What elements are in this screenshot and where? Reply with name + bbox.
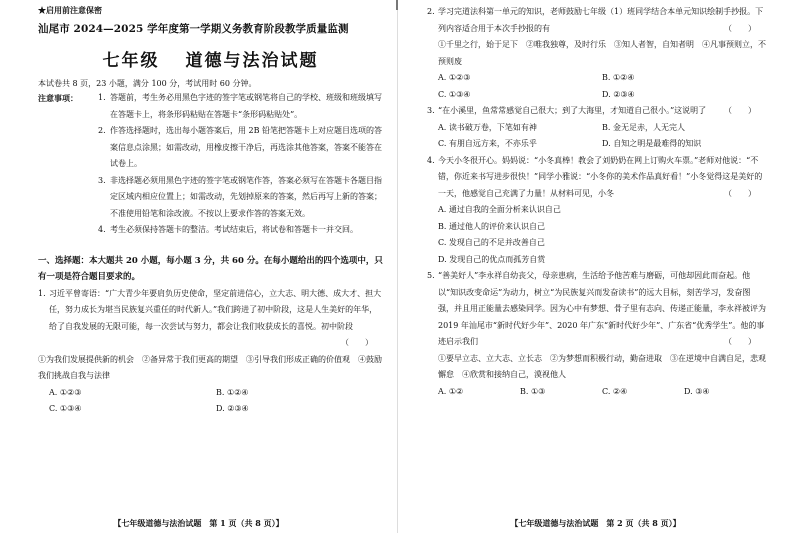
notice-item-text: 非选择题必须用黑色字迹的签字笔或钢笔作答，答案必须写在答题卡各题目指定区域内相应位置上；如需改动，先划掉原来的答案，然后再写上新的答案；不准使用铅笔和涂改液。不按以上要求作答的答案无效。 — [110, 175, 382, 218]
notice-item-text: 答题前，考生务必用黑色字迹的签字笔或钢笔将自己的学校、班级和班级填写在答题卡上，将条形码粘贴在答题卡“条形码粘贴处”。 — [110, 93, 382, 119]
notice-item-number: 4. — [98, 225, 106, 234]
option-d: D. 发现自己的优点而孤芳自赏 — [438, 254, 546, 264]
grade-label: 七年级 — [102, 51, 160, 71]
question-2 — [427, 4, 766, 70]
question-3 — [427, 103, 766, 120]
option-d: D. ②③④ — [602, 89, 635, 99]
grade-subject-heading — [38, 46, 383, 71]
option-c: C. 有朋自远方来，不亦乐乎 — [438, 139, 537, 148]
notice-item — [98, 173, 383, 223]
notice-item — [98, 123, 383, 173]
confidential-label: ★启用前注意保密 — [38, 5, 102, 15]
section-heading: 一、选择题：本大题共 20 小题，每小题 3 分，共 60 分。在每小题给出的四个选项中，只有一项是符合题目要求的。 — [38, 255, 383, 282]
option-row — [427, 120, 766, 137]
question-stem: 今天小冬很开心。妈妈说：“小冬真棒！教会了刘奶奶在网上订购火车票。”老师对他说：“不错，你近来书写进步很快！”同学小雅说：“小冬你的美术作品真好看！”小冬觉得这是美好的一天，他感觉自己充满了力量！从材料可见，小冬 — [438, 155, 763, 198]
notice-label: 注意事项： — [38, 93, 78, 103]
option-row — [38, 401, 383, 418]
question-number: 3. — [427, 106, 435, 115]
exam-page-2 — [397, 0, 794, 533]
question-statements: ①为我们发展提供新的机会 ②备异常于我们更高的期望 ③引导我们形成正确的价值观 ④鼓励我们挑战自我与法律 — [38, 354, 382, 380]
page-footer: 【七年级道德与法治试题 第 2 页（共 8 页）】 — [510, 518, 681, 528]
notice-item-number: 1. — [98, 93, 106, 102]
question-number: 2. — [427, 7, 435, 16]
answer-bracket: （ ） — [724, 337, 756, 346]
notice-block — [38, 90, 383, 239]
question-stem: 学习完道法科第一单元的知识，老师鼓励七年级（1）班同学结合本单元知识绘制手抄报。下列内容适合用于本次手抄报的有 — [438, 7, 764, 33]
option-c: C. ①③④ — [49, 404, 82, 413]
question-stem: “在小溪里，鱼常常感觉自己很大；到了大海里，才知道自己很小。”这说明了 — [438, 106, 707, 115]
notice-item-text: 作答选择题时，选出每小题答案后，用 2B 铅笔把答题卡上对应题目选项的答案信息点涂黑；如需改动，用橡皮擦干净后，再选涂其他答案，答案不能答在试卷上。 — [110, 126, 383, 168]
answer-bracket: （ ） — [724, 23, 756, 33]
option-c: C. ①③④ — [438, 89, 471, 99]
exam-info: 本试卷共 8 页，23 小题，满分 100 分，考试用时 60 分钟。 — [38, 79, 257, 88]
notice-item — [98, 222, 383, 239]
answer-bracket: （ ） — [341, 338, 373, 347]
option-d: D. ②③④ — [216, 404, 249, 413]
option-a: A. ①②③ — [49, 387, 82, 397]
option-b: B. 通过他人的评价来认识自己 — [438, 221, 545, 231]
option-b: B. 金无足赤，人无完人 — [602, 122, 685, 132]
option-d: D. 自知之明是最难得的知识 — [602, 139, 702, 148]
option-a: A. 读书破万卷，下笔如有神 — [438, 122, 537, 132]
question-1 — [38, 286, 383, 385]
option-a: A. ①②③ — [438, 73, 471, 82]
option-b: B. ①②④ — [602, 73, 635, 82]
question-stem: “善美好人”李永祥自幼丧父，母亲患病，生活给予他苦难与磨砺，可他却因此而奋起。他以“知识改变命运”为动力，树立“为民族复兴而发奋读书”的远大目标，刻苦学习，发奋图强，并且用正能量去感染同学。因为心中有梦想、骨子里有志向、传递正能量，李永祥被评为 2019 年汕尾市“新时代好少年”、2020 年广东“新时代好少年”、广东省“优秀学生”。他的事迹启示我们 — [438, 271, 766, 346]
option-c: C. ②④ — [602, 386, 628, 396]
answer-bracket: （ ） — [724, 106, 756, 115]
notice-item-number: 3. — [98, 175, 106, 185]
option-b: B. ①②④ — [216, 387, 249, 397]
question-stem: 习近平曾寄语：“广大青少年要肩负历史使命，坚定前进信心，立大志、明大德、成大才、担大任，努力成长为堪当民族复兴重任的时代新人。”我们跨进了初中阶段，这是人生美好的年华，给了自我发展的无限可能，每一次尝试与努力，都会让我们收获成长的喜悦。初中阶段 — [49, 288, 382, 331]
option-c: C. 发现自己的不足并改善自己 — [438, 238, 545, 247]
answer-bracket: （ ） — [724, 188, 756, 198]
question-statements: ①千里之行，始于足下 ②唯我独尊，及时行乐 ③知人者智，自知者明 ④凡事预则立，不预则废 — [438, 40, 766, 66]
option-b: B. ①③ — [520, 386, 546, 396]
question-number: 1. — [38, 288, 46, 298]
option-row — [38, 385, 383, 402]
option-row — [427, 70, 766, 87]
option-row — [427, 87, 766, 104]
option-a: A. ①② — [438, 386, 464, 396]
question-number: 4. — [427, 155, 435, 165]
question-statements: ①要早立志、立大志、立长志 ②为梦想而积极行动，勤奋进取 ③在逆境中自满自足，悲观懈怠 ④欣赏和接纳自己，漠视他人 — [438, 353, 766, 379]
option-row — [427, 384, 766, 401]
page-footer: 【七年级道德与法治试题 第 1 页（共 8 页）】 — [113, 518, 284, 528]
notice-item — [98, 90, 383, 123]
option-d: D. ③④ — [684, 386, 710, 396]
question-5 — [427, 268, 766, 384]
option-row — [427, 136, 766, 153]
subject-label: 道德与法治试题 — [185, 51, 319, 71]
option-a: A. 通过自我的全面分析来认识自己 — [438, 205, 561, 214]
exam-title: 汕尾市 2024—2025 学年度第一学期义务教育阶段教学质量监测 — [38, 23, 349, 35]
question-4 — [427, 153, 766, 203]
question-number: 5. — [427, 271, 435, 280]
notice-item-number: 2. — [98, 126, 106, 135]
notice-item-text: 考生必须保持答题卡的整洁。考试结束后，将试卷和答题卡一并交回。 — [110, 225, 358, 234]
